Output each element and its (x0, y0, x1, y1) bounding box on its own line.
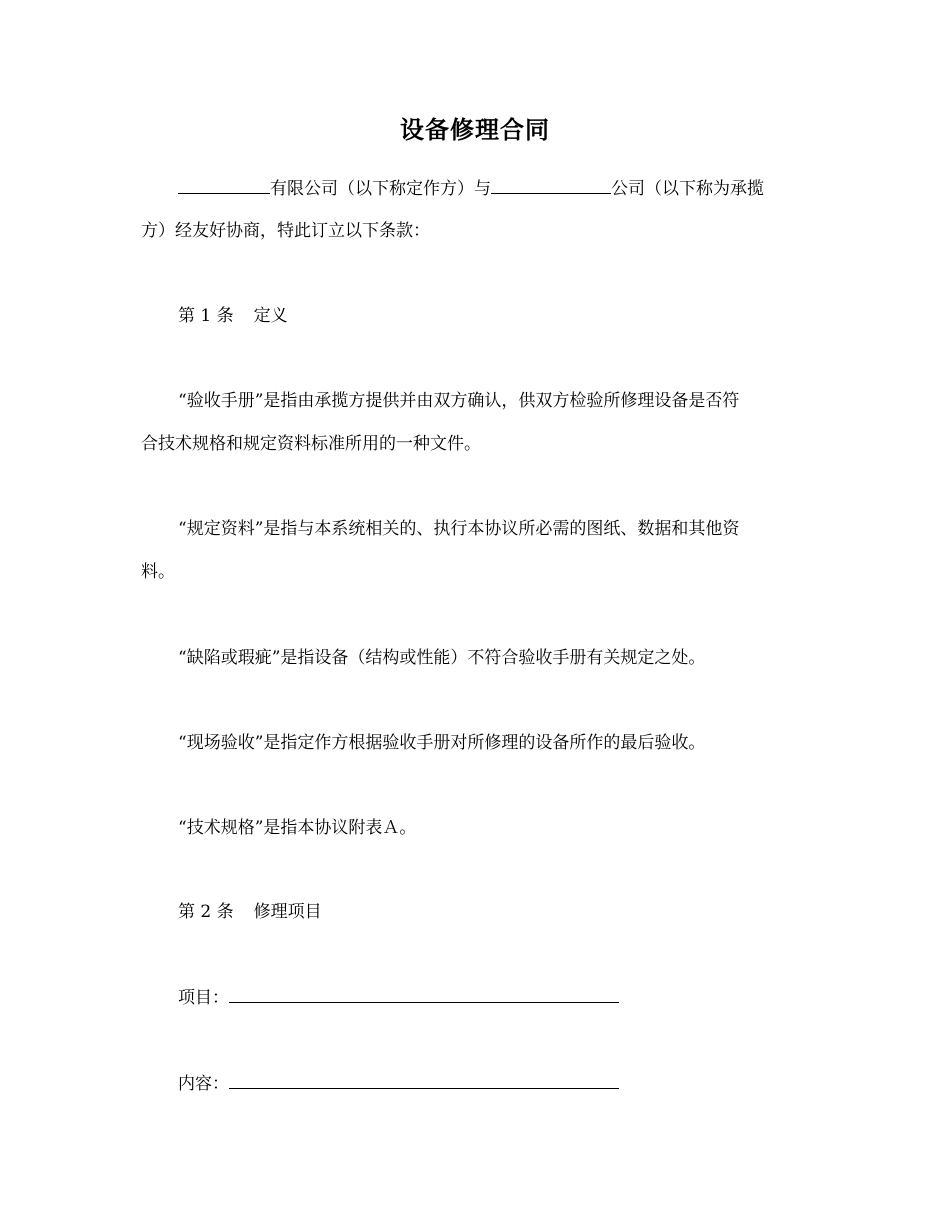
definition-specified-data-cont: 料。 (141, 562, 175, 582)
project-blank (229, 984, 619, 1003)
definition-site-acceptance: “现场验收”是指定作方根据验收手册对所修理的设备所作的最后验收。 (178, 733, 706, 753)
article-1-title: 定义 (253, 306, 288, 326)
definition-defect: “缺陷或瑕疵”是指设备（结构或性能）不符合验收手册有关规定之处。 (178, 648, 706, 668)
definition-acceptance-manual: “验收手册”是指由承揽方提供并由双方确认，供双方检验所修理设备是否符 (178, 391, 740, 411)
article-2-heading (141, 899, 858, 925)
article-2-title: 修理项目 (253, 902, 322, 922)
content-label: 内容： (178, 1074, 229, 1094)
project-field (141, 984, 858, 1011)
definition-technical-spec: “技术规格”是指本协议附表Ａ。 (178, 818, 417, 838)
article-1-heading (141, 303, 858, 329)
document-title: 设备修理合同 (400, 115, 550, 144)
content-blank (229, 1070, 619, 1089)
party-a-blank (178, 175, 270, 194)
intro-text-1: 有限公司（以下称定作方）与 (270, 179, 491, 199)
definition-specified-data: “规定资料”是指与本系统相关的、执行本协议所必需的图纸、数据和其他资 (178, 519, 740, 539)
article-2-number: 第 2 条 (178, 902, 234, 922)
definition-acceptance-manual-cont: 合技术规格和规定资料标准所用的一种文件。 (141, 434, 481, 454)
intro-line-1 (141, 175, 858, 202)
project-label: 项目： (178, 988, 229, 1008)
party-b-blank (491, 175, 611, 194)
content-field (141, 1070, 858, 1097)
article-1-number: 第 1 条 (178, 306, 234, 326)
intro-line-2: 方）经友好协商，特此订立以下条款： (141, 221, 430, 241)
intro-text-2: 公司（以下称为承揽 (611, 179, 764, 199)
